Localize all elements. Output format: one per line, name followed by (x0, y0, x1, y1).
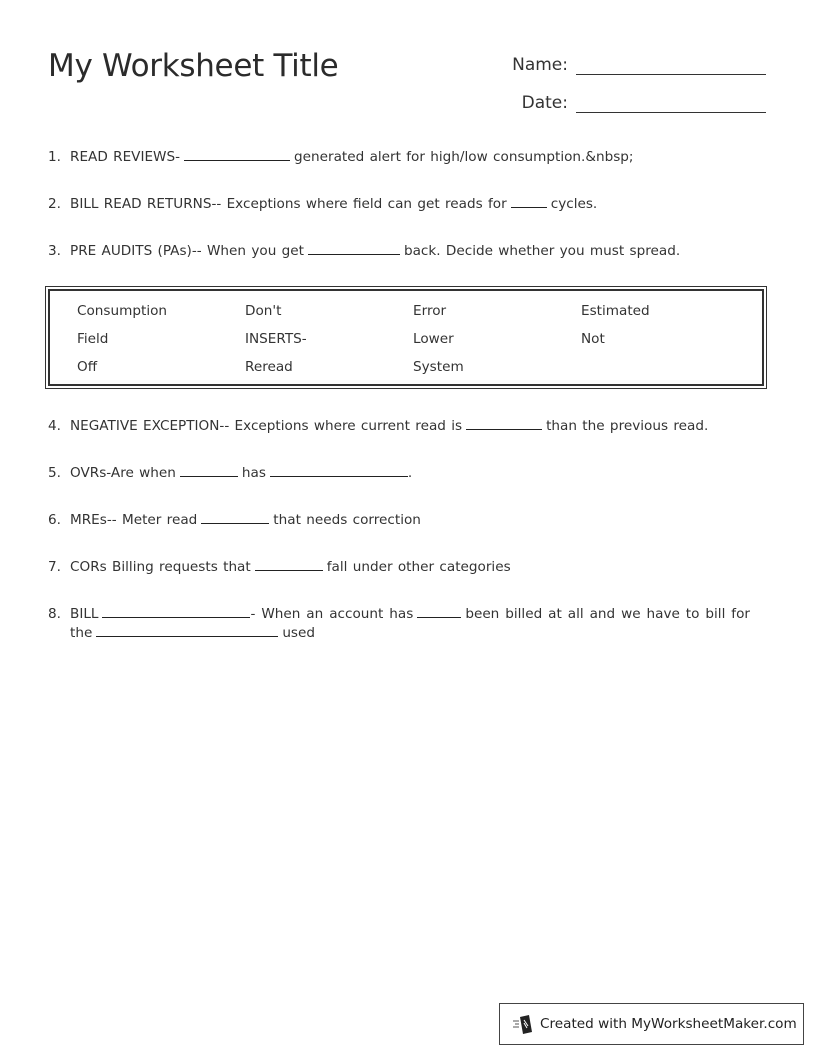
question-7 (48, 558, 511, 577)
answer-blank[interactable] (255, 558, 323, 571)
date-field[interactable] (576, 92, 766, 113)
question-text: fall under other categories (326, 559, 511, 575)
word-bank-item: Not (581, 331, 605, 347)
name-field[interactable] (576, 54, 766, 75)
question-text: cycles. (550, 196, 598, 212)
question-8 (48, 605, 753, 643)
question-text: that needs correction (273, 512, 421, 528)
question-number: 1. (48, 149, 61, 165)
question-number: 4. (48, 418, 61, 434)
answer-blank[interactable] (201, 511, 269, 524)
name-field-row (488, 54, 766, 75)
question-3 (48, 242, 680, 261)
answer-blank[interactable] (511, 195, 547, 208)
date-field-row (488, 92, 766, 113)
word-bank-item: Field (77, 331, 109, 347)
question-number: 3. (48, 243, 61, 259)
answer-blank[interactable] (102, 605, 250, 618)
question-text: CORs Billing requests that (70, 559, 251, 575)
question-number: 2. (48, 196, 61, 212)
footer-text: Created with MyWorksheetMaker.com (540, 1016, 797, 1032)
question-text: MREs-- Meter read (70, 512, 198, 528)
answer-blank[interactable] (180, 464, 238, 477)
question-text: BILL READ RETURNS-- Exceptions where field can get reads for (70, 196, 507, 212)
question-2 (48, 195, 597, 214)
question-text: OVRs-Are when (70, 465, 176, 481)
footer-badge[interactable] (499, 1003, 804, 1045)
word-bank-item: Off (77, 359, 98, 375)
question-text: - When an account has (250, 606, 414, 622)
answer-blank[interactable] (270, 464, 408, 477)
question-1 (48, 148, 634, 167)
word-bank-item: Error (413, 303, 447, 319)
question-text: PRE AUDITS (PAs)-- When you get (70, 243, 304, 259)
word-bank-item: System (413, 359, 464, 375)
question-text: NEGATIVE EXCEPTION-- Exceptions where current read is (70, 418, 463, 434)
word-bank-grid (77, 303, 749, 387)
question-number: 6. (48, 512, 61, 528)
question-number: 7. (48, 559, 61, 575)
question-6 (48, 511, 421, 530)
answer-blank[interactable] (417, 605, 461, 618)
word-bank-item: Estimated (581, 303, 650, 319)
word-bank-item: Lower (413, 331, 454, 347)
question-4 (48, 417, 708, 436)
question-number: 8. (48, 606, 61, 622)
word-bank-item: Consumption (77, 303, 168, 319)
question-body (70, 605, 750, 643)
answer-blank[interactable] (308, 242, 400, 255)
question-text: used (282, 625, 316, 641)
question-text: than the previous read. (546, 418, 709, 434)
worksheet-title: My Worksheet Title (48, 48, 339, 84)
question-number: 5. (48, 465, 61, 481)
answer-blank[interactable] (466, 417, 542, 430)
question-text: generated alert for high/low consumption.&nbsp; (294, 149, 634, 165)
answer-blank[interactable] (96, 624, 278, 637)
question-text: back. Decide whether you must spread. (403, 243, 681, 259)
word-bank-item: Reread (245, 359, 293, 375)
word-bank-item: INSERTS- (245, 331, 307, 347)
name-label: Name: (512, 55, 568, 75)
worksheet-logo-icon (512, 1013, 534, 1035)
word-bank-item: Don't (245, 303, 282, 319)
question-5 (48, 464, 412, 483)
question-text: . (407, 465, 413, 481)
question-text: READ REVIEWS- (70, 149, 181, 165)
date-label: Date: (521, 93, 568, 113)
question-text: been billed at all and we have to bill for the (70, 606, 750, 641)
word-bank (48, 289, 764, 386)
question-text: BILL (70, 606, 99, 622)
answer-blank[interactable] (184, 148, 290, 161)
question-text: has (241, 465, 266, 481)
